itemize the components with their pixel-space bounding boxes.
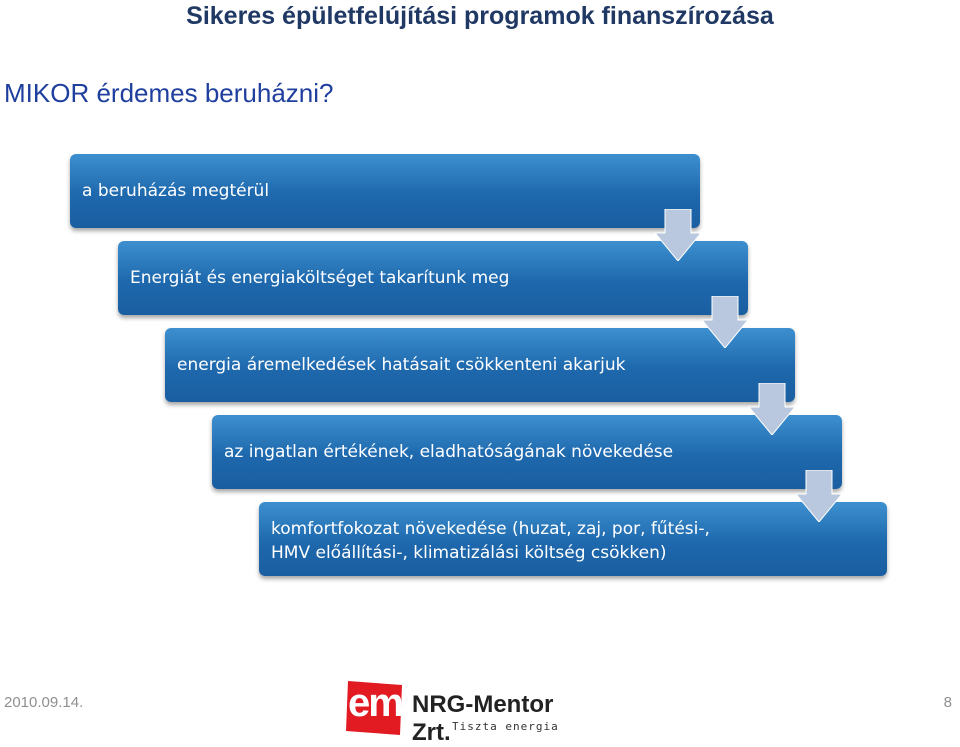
page-subtitle: MIKOR érdemes beruházni? [4, 78, 334, 108]
company-logo [344, 679, 584, 746]
process-step-4-label: az ingatlan értékének, eladhatóságának növekedése [224, 442, 674, 462]
slide-date: 2010.09.14. [4, 694, 84, 711]
page-title: Sikeres épületfelújítási programok finanszírozása [186, 2, 774, 30]
down-arrow-icon [655, 209, 701, 261]
process-step-4 [212, 415, 842, 489]
process-step-5 [259, 502, 887, 576]
process-step-5-line-2: HMV előállítási-, klimatizálási költség csökken) [271, 543, 667, 563]
down-arrow-icon [702, 296, 748, 348]
logo-company-name: NRG-Mentor Zrt. [412, 691, 554, 746]
process-step-3-label: energia áremelkedések hatásait csökkenteni akarjuk [177, 355, 626, 375]
slide-number: 8 [943, 694, 952, 711]
down-arrow-icon [749, 383, 795, 435]
process-step-1-label: a beruházás megtérül [82, 181, 270, 201]
process-step-2-label: Energiát és energiaköltséget takarítunk meg [130, 268, 510, 288]
process-step-3 [165, 328, 795, 402]
process-step-5-line-1: komfortfokozat növekedése (huzat, zaj, por, fűtési-, [271, 519, 710, 539]
logo-mark-text: em [348, 681, 402, 725]
process-step-5-label [271, 517, 710, 565]
down-arrow-icon [796, 470, 842, 522]
process-step-1 [70, 154, 700, 228]
logo-tagline: Tiszta energia [452, 720, 559, 733]
process-step-2 [118, 241, 748, 315]
